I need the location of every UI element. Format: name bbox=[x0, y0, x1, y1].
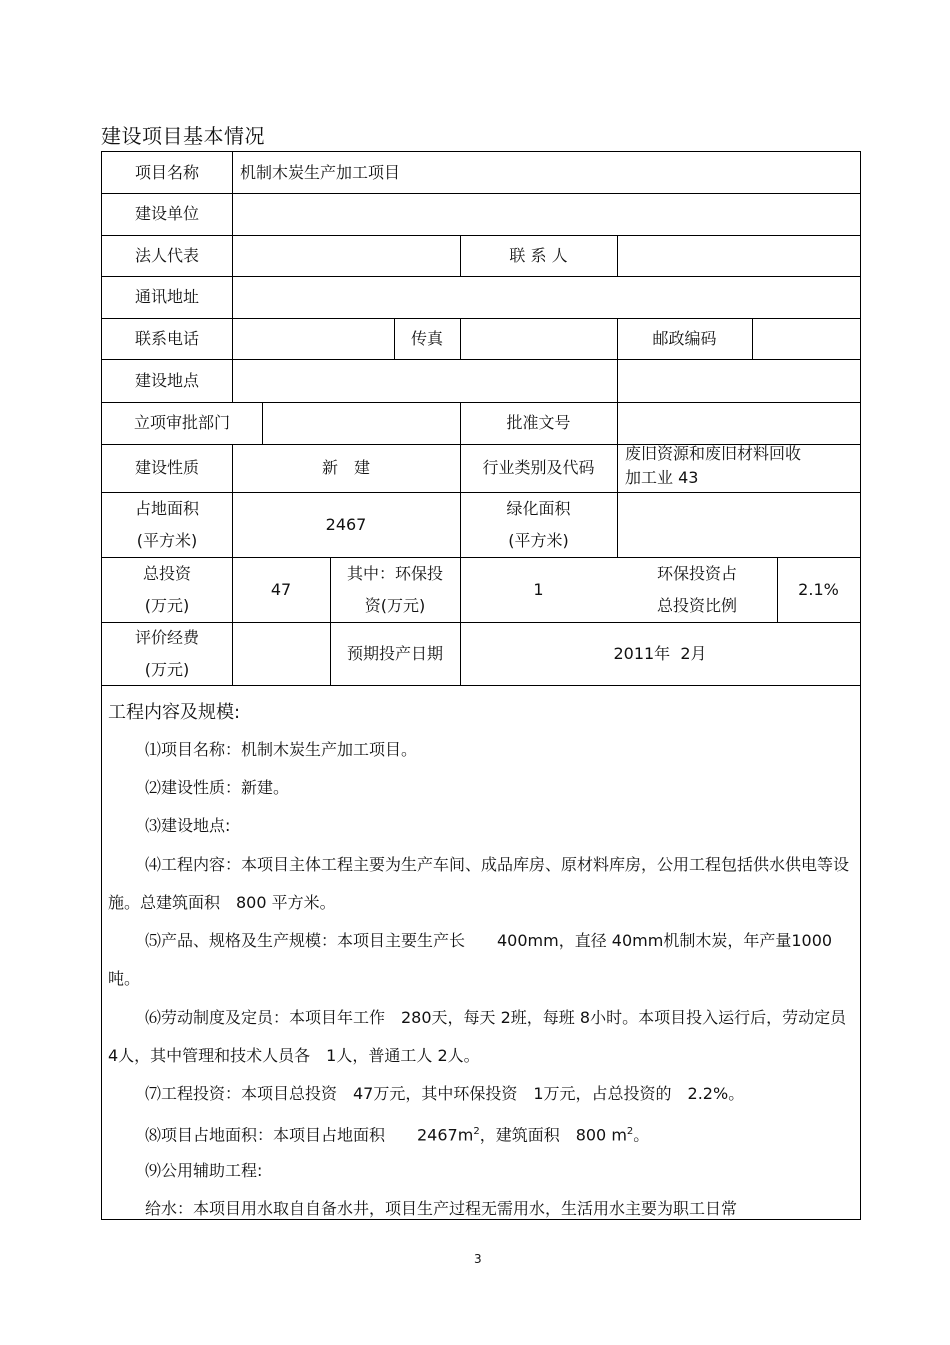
content-item-9: ⑼公用辅助工程: bbox=[145, 1161, 263, 1180]
env-ratio-label: 环保投资占 总投资比例 bbox=[656, 563, 737, 615]
env-invest-label: 其中：环保投 资(万元) bbox=[346, 563, 443, 615]
phone-label: 联系电话 bbox=[134, 328, 199, 348]
content-item-7: ⑺工程投资：本项目总投资 47万元，其中环保投资 1万元，占总投资的 2.2%。 bbox=[145, 1084, 745, 1103]
area-superscript-2: 2 bbox=[626, 1126, 634, 1137]
eval-fee-label: 评价经费 (万元) bbox=[134, 627, 199, 679]
content-heading: 工程内容及规模: bbox=[108, 702, 241, 723]
total-invest-label: 总投资 (万元) bbox=[142, 563, 191, 615]
prod-date-value: 2011年 2月 bbox=[613, 643, 707, 663]
area-value: 2467 bbox=[325, 514, 367, 534]
project-name-label: 项目名称 bbox=[134, 162, 199, 182]
content-item-8: ⑻项目占地面积：本项目占地面积 $2467m^2$，建筑面积 800 $m^2$。 bbox=[145, 1125, 650, 1145]
env-invest-value: 1 bbox=[533, 579, 544, 599]
content-item-4: ⑷工程内容：本项目主体工程主要为生产车间、成品库房、原材料库房，公用工程包括供水供电等设施。总建筑面积 800 平方米。 bbox=[108, 855, 850, 912]
project-name-value: 机制木炭生产加工项目 bbox=[240, 162, 401, 182]
content-item-10: 给水：本项目用水取自自备水井，项目生产过程无需用水，生活用水主要为职工日常 bbox=[145, 1199, 738, 1218]
postcode-label: 邮政编码 bbox=[652, 328, 717, 348]
content-item-6: ⑹劳动制度及定员：本项目年工作 280天，每天 2班，每班 8小时。本项目投入运行后，劳动定员 4人，其中管理和技术人员各 1人，普通工人 2人。 bbox=[108, 1008, 852, 1065]
nature-value: 新 建 bbox=[321, 458, 370, 477]
address-label: 通讯地址 bbox=[134, 287, 199, 306]
approval-no-label: 批准文号 bbox=[506, 413, 571, 432]
industry-value bbox=[625, 442, 860, 490]
builder-label: 建设单位 bbox=[134, 204, 199, 223]
content-item-5: ⑸产品、规格及生产规模：本项目主要生产长 400mm，直径 40mm机制木炭，年产量1000吨。 bbox=[108, 931, 833, 988]
green-area-label: 绿化面积 (平方米) bbox=[506, 498, 571, 550]
page-number: 3 bbox=[474, 1252, 482, 1266]
area-superscript: 2 bbox=[473, 1126, 480, 1137]
industry-value-line2: 加工业 43 bbox=[625, 468, 699, 487]
env-ratio-value: 2.1% bbox=[798, 579, 839, 599]
content-item-2: ⑵建设性质：新建。 bbox=[145, 778, 290, 797]
content-item-1: ⑴项目名称：机制木炭生产加工项目。 bbox=[145, 740, 418, 759]
industry-label: 行业类别及代码 bbox=[482, 458, 595, 477]
fax-label: 传真 bbox=[410, 328, 443, 348]
nature-label: 建设性质 bbox=[134, 458, 199, 477]
approval-dept-label: 立项审批部门 bbox=[133, 413, 230, 432]
area-label: 占地面积 (平方米) bbox=[134, 498, 199, 550]
contact-label: 联 系 人 bbox=[509, 245, 568, 265]
industry-value-line1: 废旧资源和废旧材料回收 bbox=[625, 444, 802, 463]
total-invest-value: 47 bbox=[270, 579, 292, 599]
content-item-3: ⑶建设地点: bbox=[145, 816, 231, 835]
page-title: 建设项目基本情况 bbox=[101, 124, 265, 148]
prod-date-label: 预期投产日期 bbox=[346, 643, 443, 663]
legal-rep-label: 法人代表 bbox=[134, 245, 199, 265]
site-label: 建设地点 bbox=[134, 370, 199, 390]
